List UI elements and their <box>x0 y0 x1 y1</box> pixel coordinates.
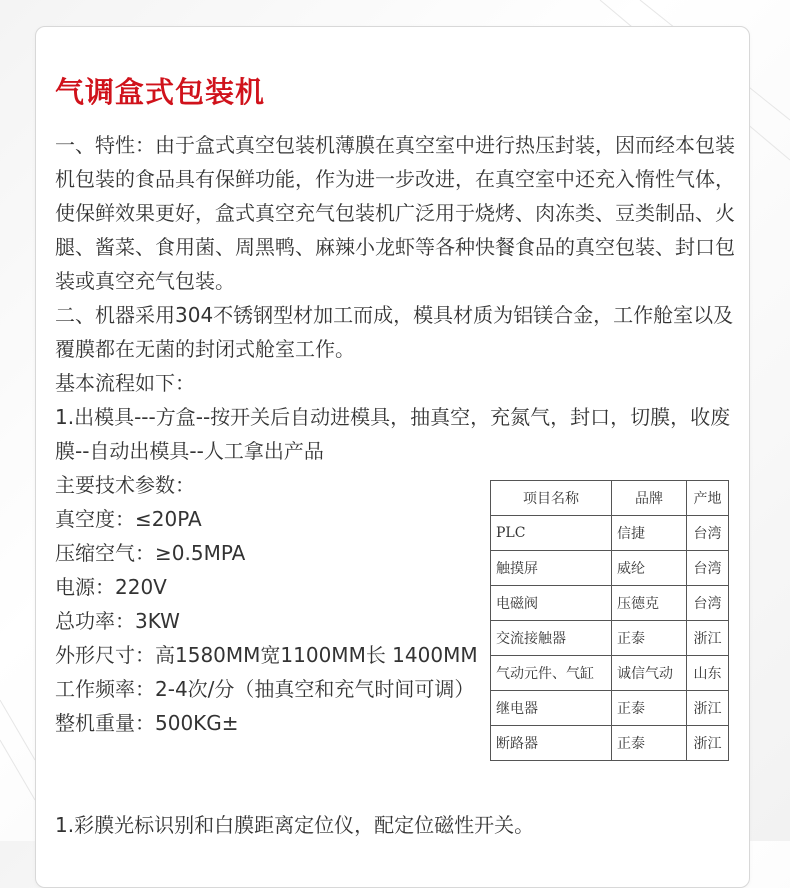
specs-heading: 主要技术参数： <box>55 473 195 497</box>
table-cell: 断路器 <box>491 726 612 761</box>
table-row <box>491 726 729 761</box>
spec-item: 电源：220V <box>55 575 167 599</box>
table-cell: 台湾 <box>687 516 729 551</box>
table-cell: 浙江 <box>687 621 729 656</box>
table-row <box>491 691 729 726</box>
table-cell: 诚信气动 <box>612 656 687 691</box>
table-row <box>491 516 729 551</box>
process-heading: 基本流程如下： <box>55 371 195 395</box>
footer-feature-line: 1.彩膜光标识别和白膜距离定位仪，配定位磁性开关。 <box>55 813 535 837</box>
table-cell: 台湾 <box>687 551 729 586</box>
table-cell: 山东 <box>687 656 729 691</box>
table-row <box>491 656 729 691</box>
spec-item: 总功率：3KW <box>55 609 180 633</box>
material-paragraph: 二、机器采用304不锈钢型材加工而成，模具材质为铝镁合金，工作舱室以及覆膜都在无菌的封闭式舱室工作。 <box>55 303 734 361</box>
spec-item: 工作频率：2-4次/分（抽真空和充气时间可调） <box>55 677 475 701</box>
table-cell: 压德克 <box>612 586 687 621</box>
table-header-cell: 项目名称 <box>491 481 612 516</box>
table-cell: PLC <box>491 516 612 551</box>
table-header-cell: 产地 <box>687 481 729 516</box>
page-title: 气调盒式包装机 <box>55 75 266 109</box>
table-cell: 气动元件、气缸 <box>491 656 612 691</box>
table-cell: 威纶 <box>612 551 687 586</box>
spec-item: 压缩空气：≥0.5MPA <box>55 541 246 565</box>
process-paragraph: 1.出模具---方盒--按开关后自动进模具，抽真空，充氮气，封口，切膜，收废膜--自动出模具--人工拿出产品 <box>55 405 731 463</box>
table-cell: 信捷 <box>612 516 687 551</box>
table-header-cell: 品牌 <box>612 481 687 516</box>
table-cell: 正泰 <box>612 726 687 761</box>
table-row <box>491 621 729 656</box>
table-header-row <box>491 481 729 516</box>
table-row <box>491 551 729 586</box>
table-row <box>491 586 729 621</box>
table-cell: 电磁阀 <box>491 586 612 621</box>
table-cell: 浙江 <box>687 726 729 761</box>
table-cell: 继电器 <box>491 691 612 726</box>
table-cell: 正泰 <box>612 691 687 726</box>
table-cell: 触摸屏 <box>491 551 612 586</box>
table-cell: 浙江 <box>687 691 729 726</box>
table-cell: 交流接触器 <box>491 621 612 656</box>
spec-item: 整机重量：500KG± <box>55 711 239 735</box>
feature-paragraph: 一、特性：由于盒式真空包装机薄膜在真空室中进行热压封装，因而经本包装机包装的食品具有保鲜功能，作为进一步改进，在真空室中还充入惰性气体，使保鲜效果更好，盒式真空充气包装机广泛用于烧烤、肉冻类、豆类制品、火腿、酱菜、食用菌、周黑鸭、麻辣小龙虾等各种快餐食品的真空包装、封口包装或真空充气包装。 <box>55 133 735 293</box>
table-cell: 正泰 <box>612 621 687 656</box>
spec-item: 真空度：≤20PA <box>55 507 202 531</box>
spec-item: 外形尺寸：高1580MM宽1100MM长 1400MM <box>55 643 478 667</box>
components-table <box>490 480 729 761</box>
table-cell: 台湾 <box>687 586 729 621</box>
